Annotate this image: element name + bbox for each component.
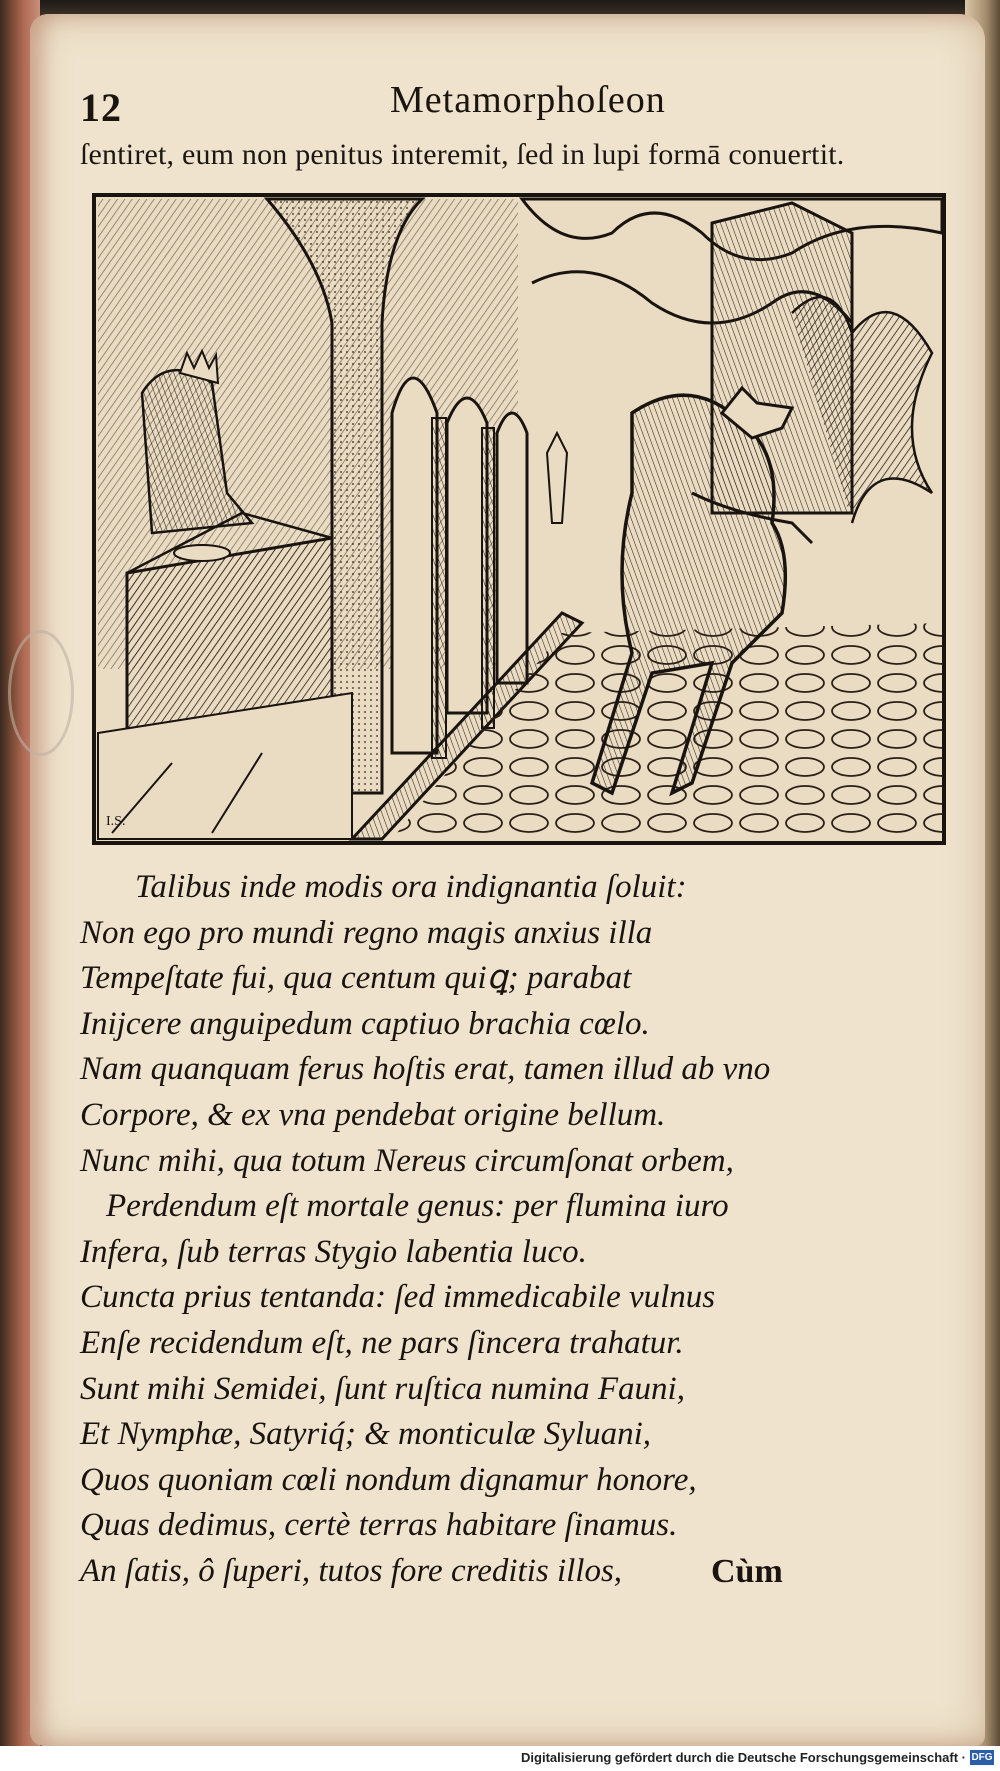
verse-line: Nam quanquam ferus hoſtis erat, tamen illud ab vno: [80, 1051, 771, 1088]
verse-line: Enſe recidendum eſt, ne pars ſincera trahatur.: [80, 1324, 684, 1361]
dfg-logo: DFG: [971, 1752, 993, 1763]
verse-block: [80, 865, 940, 1595]
verse-line: An ſatis, ô ſuperi, tutos fore creditis illos,: [80, 1552, 623, 1589]
running-head: Metamorphoſeon: [390, 79, 666, 121]
verse-line: Sunt mihi Semidei, ſunt ruſtica numina Fauni,: [80, 1370, 685, 1407]
verse-line: Perdendum eſt mortale genus: per flumina iuro: [106, 1188, 729, 1225]
arch: [392, 378, 437, 753]
verse-line: Nunc mihi, qua totum Nereus circumſonat orbem,: [80, 1142, 734, 1179]
catchword: Cùm: [711, 1553, 783, 1590]
verse-line: Et Nymphæ, Satyriq́; & monticulæ Syluani,: [80, 1416, 652, 1453]
verse-line: Inijcere anguipedum captiuo brachia cœlo.: [80, 1005, 650, 1042]
prose-line: ſentiret, eum non penitus interemit, ſed in lupi formā conuertit.: [80, 138, 845, 171]
digitization-footer: [0, 1746, 1000, 1771]
verse-line: Quos quoniam cœli nondum dignamur honore,: [80, 1461, 697, 1498]
verse-line: Infera, ſub terras Stygio labentia luco.: [80, 1233, 587, 1270]
funding-note: Digitalisierung gefördert durch die Deutsche Forschungsgemeinschaft ·: [521, 1750, 966, 1765]
page-number: 12: [80, 85, 122, 130]
clasp-impression: [8, 630, 74, 756]
verse-line: Non ego pro mundi regno magis anxius illa: [80, 914, 653, 951]
verse-line: Talibus inde modis ora indignantia ſoluit:: [135, 869, 687, 905]
verse-line: Cuncta prius tentanda: ſed immedicabile vulnus: [80, 1279, 716, 1316]
woodcut-illustration: [92, 193, 946, 845]
verse-line: Quas dedimus, certè terras habitare ſinamus.: [80, 1507, 678, 1544]
verse-line: Corpore, & ex vna pendebat origine bellum.: [80, 1096, 666, 1133]
artist-monogram: I.S.: [106, 814, 126, 829]
arch: [497, 413, 527, 683]
verse-line: Tempeſtate fui, qua centum quiꝗ; parabat: [80, 960, 632, 997]
